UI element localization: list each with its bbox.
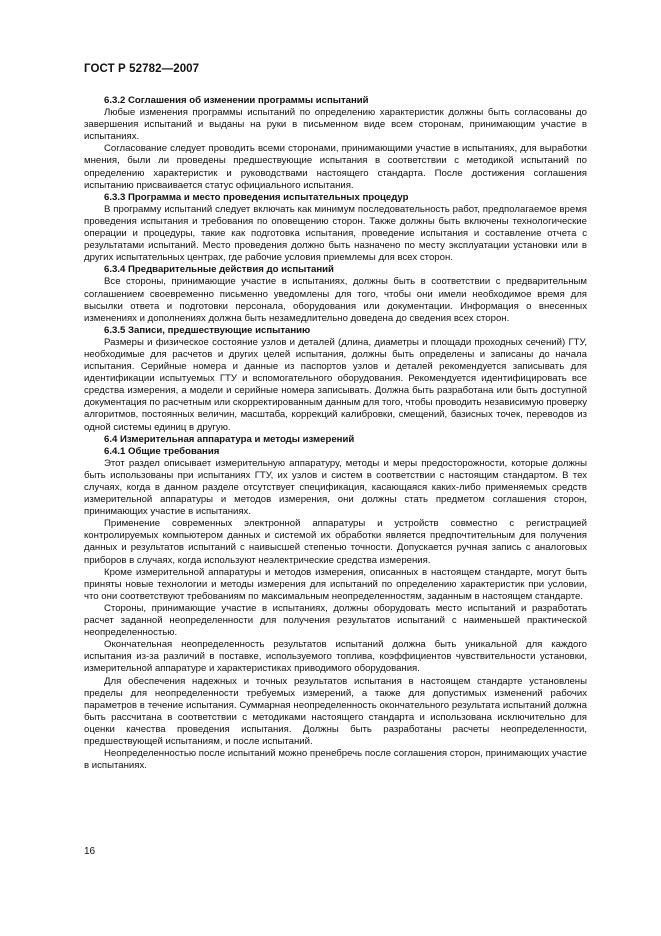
section-heading: 6.4 Измерительная аппаратура и методы измерений [104,433,355,445]
paragraph: В программу испытаний следует включать как минимум последовательность работ, предполагаемое время проведения испытания и требования по оповещению сторон. Также должны быть включены технологические операции и процедуры, такие как подготовка испытания, проведение испытания и составление отчета с результатами испытаний. Место проведения должно быть назначено по месту эксплуатации установки или в других испытательных центрах, где рабочие условия приемлемы для всех сторон. [84,203,587,264]
paragraph: Этот раздел описывает измерительную аппаратуру, методы и меры предосторожности, которые должны быть использованы при испытаниях ГТУ, их узлов и систем в соответствии с настоящим стандартом. В тех случаях, когда в данном разделе отсутствует спецификация, касающаяся каких-либо применяемых средств измерительной аппаратуры и методов измерения, они должны стать предметом соглашения сторон, принимающих участие в испытаниях. [84,457,587,518]
section-heading: 6.3.3 Программа и место проведения испытательных процедур [104,191,409,203]
section-heading: 6.3.5 Записи, предшествующие испытанию [104,324,311,336]
paragraph: Кроме измерительной аппаратуры и методов измерения, описанных в настоящем стандарте, могут быть приняты новые технологии и методы измерения для испытаний по определению характеристик при условии, что они соответствуют требованиям по максимальным неопределенностям, заданным в настоящем стандарте. [84,566,587,602]
section-heading: 6.3.2 Соглашения об изменении программы испытаний [104,95,369,106]
paragraph: Размеры и физическое состояние узлов и деталей (длина, диаметры и площади проходных сечений) ГТУ, необходимые для расчетов и других целей испытания, должны быть определены и записаны до начала испытания. Серийные номера и данные из паспортов узлов и деталей рекомендуется записывать для идентификации испытуемых ГТУ и вспомогательного оборудования. Рекомендуется идентифицировать все средства измерения, а модели и серийные номера записывать. Должна быть разработана или быть доступной документация по расчетным или скорректированным данным для того, чтобы проводить независимую проверку алгоритмов, постоянных величин, масштаба, коррекций калибровки, смещений, базисных точек, переводов из одной системы единиц в другую. [84,336,587,433]
paragraph: Согласование следует проводить всеми сторонами, принимающими участие в испытаниях, для выработки мнения, были ли проведены предшествующие испытания в соответствии с методикой испытаний по определению характеристик и руководствами настоящего стандарта. После достижения соглашения испытанию присваивается статус официального испытания. [84,143,587,191]
paragraph: Применение современных электронной аппаратуры и устройств совместно с регистрацией контролируемых компьютером данных и системой их обработки является предпочтительным для получения данных и результатов испытаний с наивысшей степенью точности. Допускается ручная запись с аналоговых приборов в случаях, когда используют неэлектрические средства измерения. [84,518,587,566]
section-heading: 6.4.1 Общие требования [104,445,220,457]
document-body [84,95,587,772]
paragraph: Окончательная неопределенность результатов испытаний должна быть уникальной для каждого испытания из-за различий в поставке, используемого топлива, коэффициентов чувствительности установки, измерительной аппаратуре и характеристиках приводимого оборудования. [84,639,587,675]
paragraph: Стороны, принимающие участие в испытаниях, должны оборудовать место испытаний и разработать расчет заданной неопределенности для получения результатов испытаний с наименьшей практической неопределенностью. [84,602,587,639]
page-number: 16 [84,846,96,857]
document-header: ГОСТ Р 52782—2007 [84,63,200,75]
paragraph: Все стороны, принимающие участие в испытаниях, должны быть в соответствии с предварительным соглашением своевременно письменно уведомлены для того, чтобы они имели необходимое время для высылки ответа и подготовки персонала, оборудования или документации. Информация о внесенных изменениях и дополнениях должна быть незамедлительно доведена до сведения всех сторон. [84,276,587,324]
paragraph: Неопределенностью после испытаний можно пренебречь после соглашения сторон, принимающих участие в испытаниях. [84,748,587,772]
section-heading: 6.3.4 Предварительные действия до испытаний [104,264,334,276]
paragraph: Для обеспечения надежных и точных результатов испытания в настоящем стандарте установлены пределы для неопределенности требуемых измерений, а также для допустимых изменений рабочих параметров в течение испытания. Суммарная неопределенность окончательного результата испытаний должна быть рассчитана в соответствии с методиками настоящего стандарта и использована исключительно для оценки качества проведения испытания. Должны быть разработаны расчеты неопределенности, предшествующей испытаниям, и после испытаний. [84,675,587,747]
paragraph: Любые изменения программы испытаний по определению характеристик должны быть согласованы до завершения испытаний и выданы на руки в письменном виде всем сторонам, принимающим участие в испытаниях. [84,107,587,143]
